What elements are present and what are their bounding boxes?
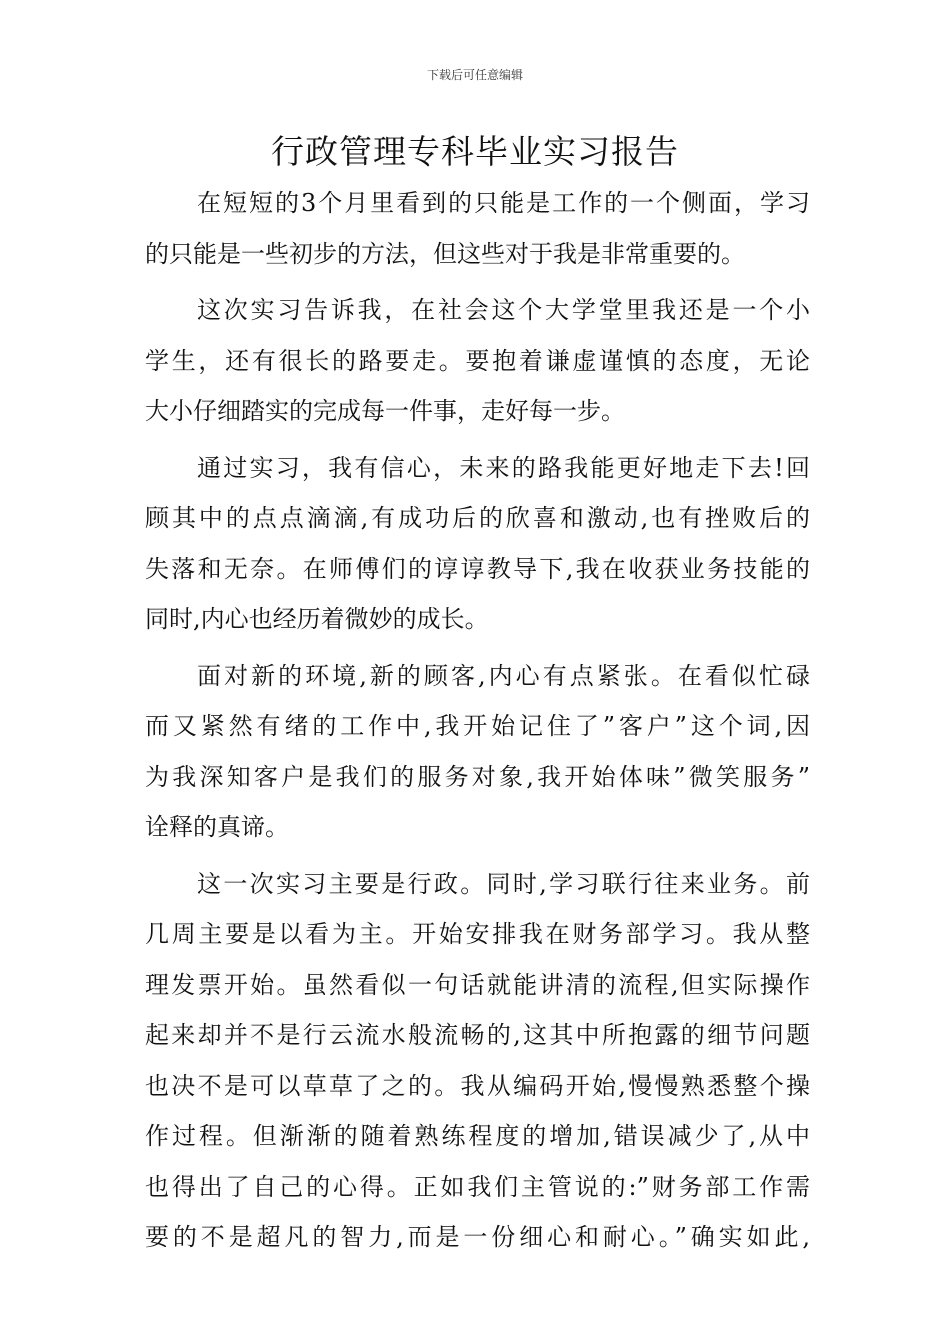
text-line: 诠释的真谛。 (145, 813, 289, 841)
text-line: 这一次实习主要是行政。同时,学习联行往来业务。前 (197, 869, 810, 898)
text-line: 这次实习告诉我，在社会这个大学堂里我还是一个小 (197, 296, 810, 324)
text-line: 失落和无奈。在师傅们的谆谆教导下,我在收获业务技能的 (145, 554, 810, 583)
paragraph (145, 178, 810, 279)
text-line: 也得出了自己的心得。正如我们主管说的:”财务部工作需 (145, 1172, 810, 1201)
document-body (145, 178, 810, 1269)
text-line: 为我深知客户是我们的服务对象,我开始体味”微笑服务” (145, 762, 810, 791)
text-line: 通过实习，我有信心，未来的路我能更好地走下去!回 (197, 453, 810, 482)
text-line: 也决不是可以草草了之的。我从编码开始,慢慢熟悉整个操 (145, 1071, 810, 1100)
text-line: 理发票开始。虽然看似一句话就能讲清的流程,但实际操作 (145, 970, 810, 999)
text-line: 而又紧然有绪的工作中,我开始记住了”客户”这个词,因 (145, 712, 810, 740)
text-line: 在短短的3个月里看到的只能是工作的一个侧面，学习 (197, 189, 810, 217)
text-line: 面对新的环境,新的顾客,内心有点紧张。在看似忙碌 (197, 661, 810, 690)
text-line: 顾其中的点点滴滴,有成功后的欣喜和激动,也有挫败后的 (145, 504, 810, 532)
paragraph (145, 859, 810, 1263)
text-line: 几周主要是以看为主。开始安排我在财务部学习。我从整 (145, 920, 810, 948)
text-line: 起来却并不是行云流水般流畅的,这其中所抱露的细节问题 (145, 1021, 810, 1049)
text-line: 要的不是超凡的智力,而是一份细心和耐心。”确实如此, (145, 1223, 810, 1251)
paragraph (145, 651, 810, 853)
paragraph (145, 443, 810, 645)
text-line: 大小仔细踏实的完成每一件事，走好每一步。 (145, 397, 625, 425)
paragraph (145, 285, 810, 437)
document-title: 行政管理专科毕业实习报告 (271, 132, 679, 171)
text-line: 作过程。但渐渐的随着熟练程度的增加,错误减少了,从中 (145, 1122, 810, 1150)
text-line: 同时,内心也经历着微妙的成长。 (145, 605, 489, 633)
text-line: 学生，还有很长的路要走。要抱着谦虚谨慎的态度，无论 (145, 346, 810, 375)
text-line: 的只能是一些初步的方法，但这些对于我是非常重要的。 (145, 239, 745, 268)
header-note: 下载后可任意编辑 (426, 68, 523, 82)
